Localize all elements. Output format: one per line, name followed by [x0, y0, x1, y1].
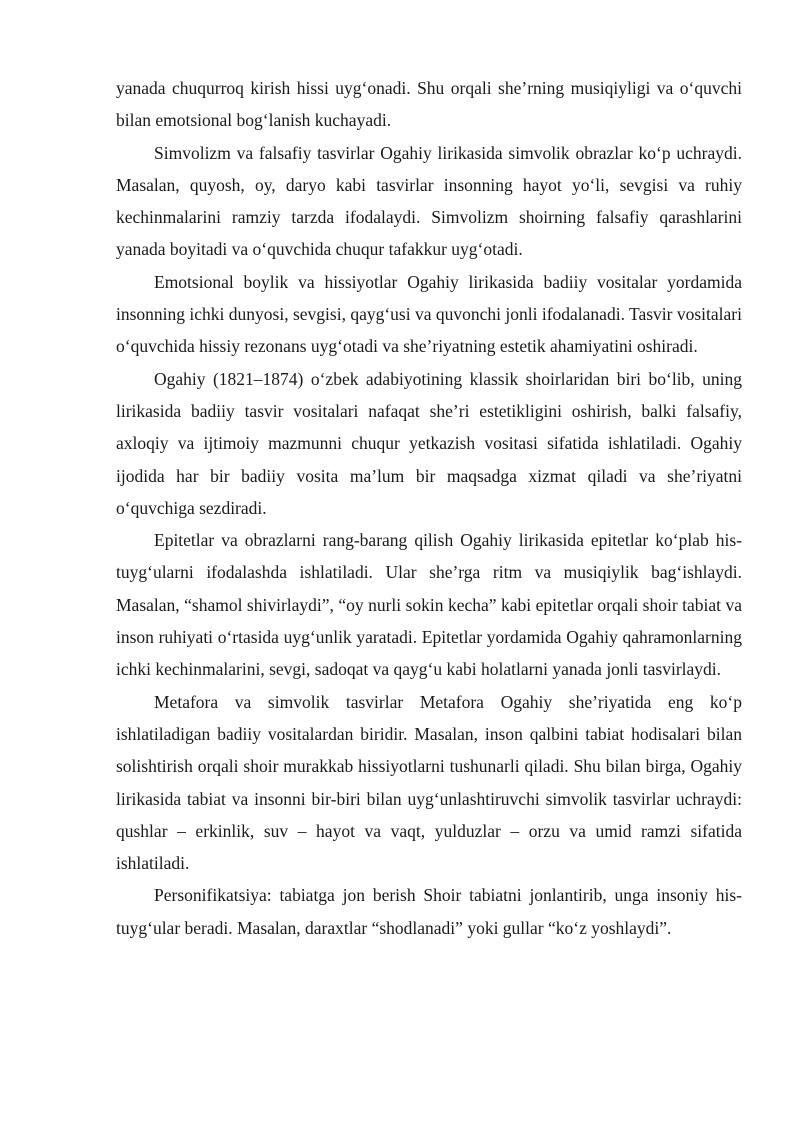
paragraph: Simvolizm va falsafiy tasvirlar Ogahiy lirikasida simvolik obrazlar ko‘p uchraydi. Masalan, quyosh, oy, daryo kabi tasvirlar insonning hayot yo‘li, sevgisi va ruhiy kechinmalarini ramziy tarzda ifodalaydi. Simvolizm shoirning falsafiy qarashlarini yanada boyitadi va o‘quvchida chuqur tafakkur uyg‘otadi.	[116, 142, 742, 260]
paragraph: Emotsional boylik va hissiyotlar Ogahiy lirikasida badiiy vositalar yordamida insonning ichki dunyosi, sevgisi, qayg‘usi va quvonchi jonli ifodalanadi. Tasvir vositalari o‘quvchida hissiy rezonans uyg‘otadi va she’riyatning estetik ahamiyatini oshiradi.	[116, 271, 742, 357]
paragraph: Personifikatsiya: tabiatga jon berish Shoir tabiatni jonlantirib, unga insoniy his-tuyg‘ular beradi. Masalan, daraxtlar “shodlanadi” yoki gullar “ko‘z yoshlaydi”.	[116, 885, 742, 938]
paragraph: yanada chuqurroq kirish hissi uyg‘onadi. Shu orqali she’rning musiqiyligi va o‘quvchi bilan emotsional bog‘lanish kuchayadi.	[116, 78, 742, 131]
document-page	[116, 72, 742, 944]
paragraph: Ogahiy (1821–1874) o‘zbek adabiyotining klassik shoirlaridan biri bo‘lib, uning lirikasida badiiy tasvir vositalari nafaqat she’ri estetikligini oshirish, balki falsafiy, axloqiy va ijtimoiy mazmunni chuqur yetkazish vositasi sifatida ishlatiladi. Ogahiy ijodida har bir badiiy vosita ma’lum bir maqsadga xizmat qiladi va she’riyatni o‘quvchiga sezdiradi.	[116, 368, 742, 518]
paragraph: Metafora va simvolik tasvirlar Metafora Ogahiy she’riyatida eng ko‘p ishlatiladigan badiiy vositalardan biridir. Masalan, inson qalbini tabiat hodisalari bilan solishtirish orqali shoir murakkab hissiyotlarni tushunarli qiladi. Shu bilan birga, Ogahiy lirikasida tabiat va insonni bir-biri bilan uyg‘unlashtiruvchi simvolik tasvirlar uchraydi: qushlar – erkinlik, suv – hayot va vaqt, yulduzlar – orzu va umid ramzi sifatida ishlatiladi.	[116, 691, 742, 874]
paragraph: Epitetlar va obrazlarni rang-barang qilish Ogahiy lirikasida epitetlar ko‘plab his-tuyg‘ularni ifodalashda ishlatiladi. Ular she’rga ritm va musiqiylik bag‘ishlaydi. Masalan, “shamol shivirlaydi”, “oy nurli sokin kecha” kabi epitetlar orqali shoir tabiat va inson ruhiyati o‘rtasida uyg‘unlik yaratadi. Epitetlar yordamida Ogahiy qahramonlarning ichki kechinmalarini, sevgi, sadoqat va qayg‘u kabi holatlarni yanada jonli tasvirlaydi.	[116, 530, 742, 680]
